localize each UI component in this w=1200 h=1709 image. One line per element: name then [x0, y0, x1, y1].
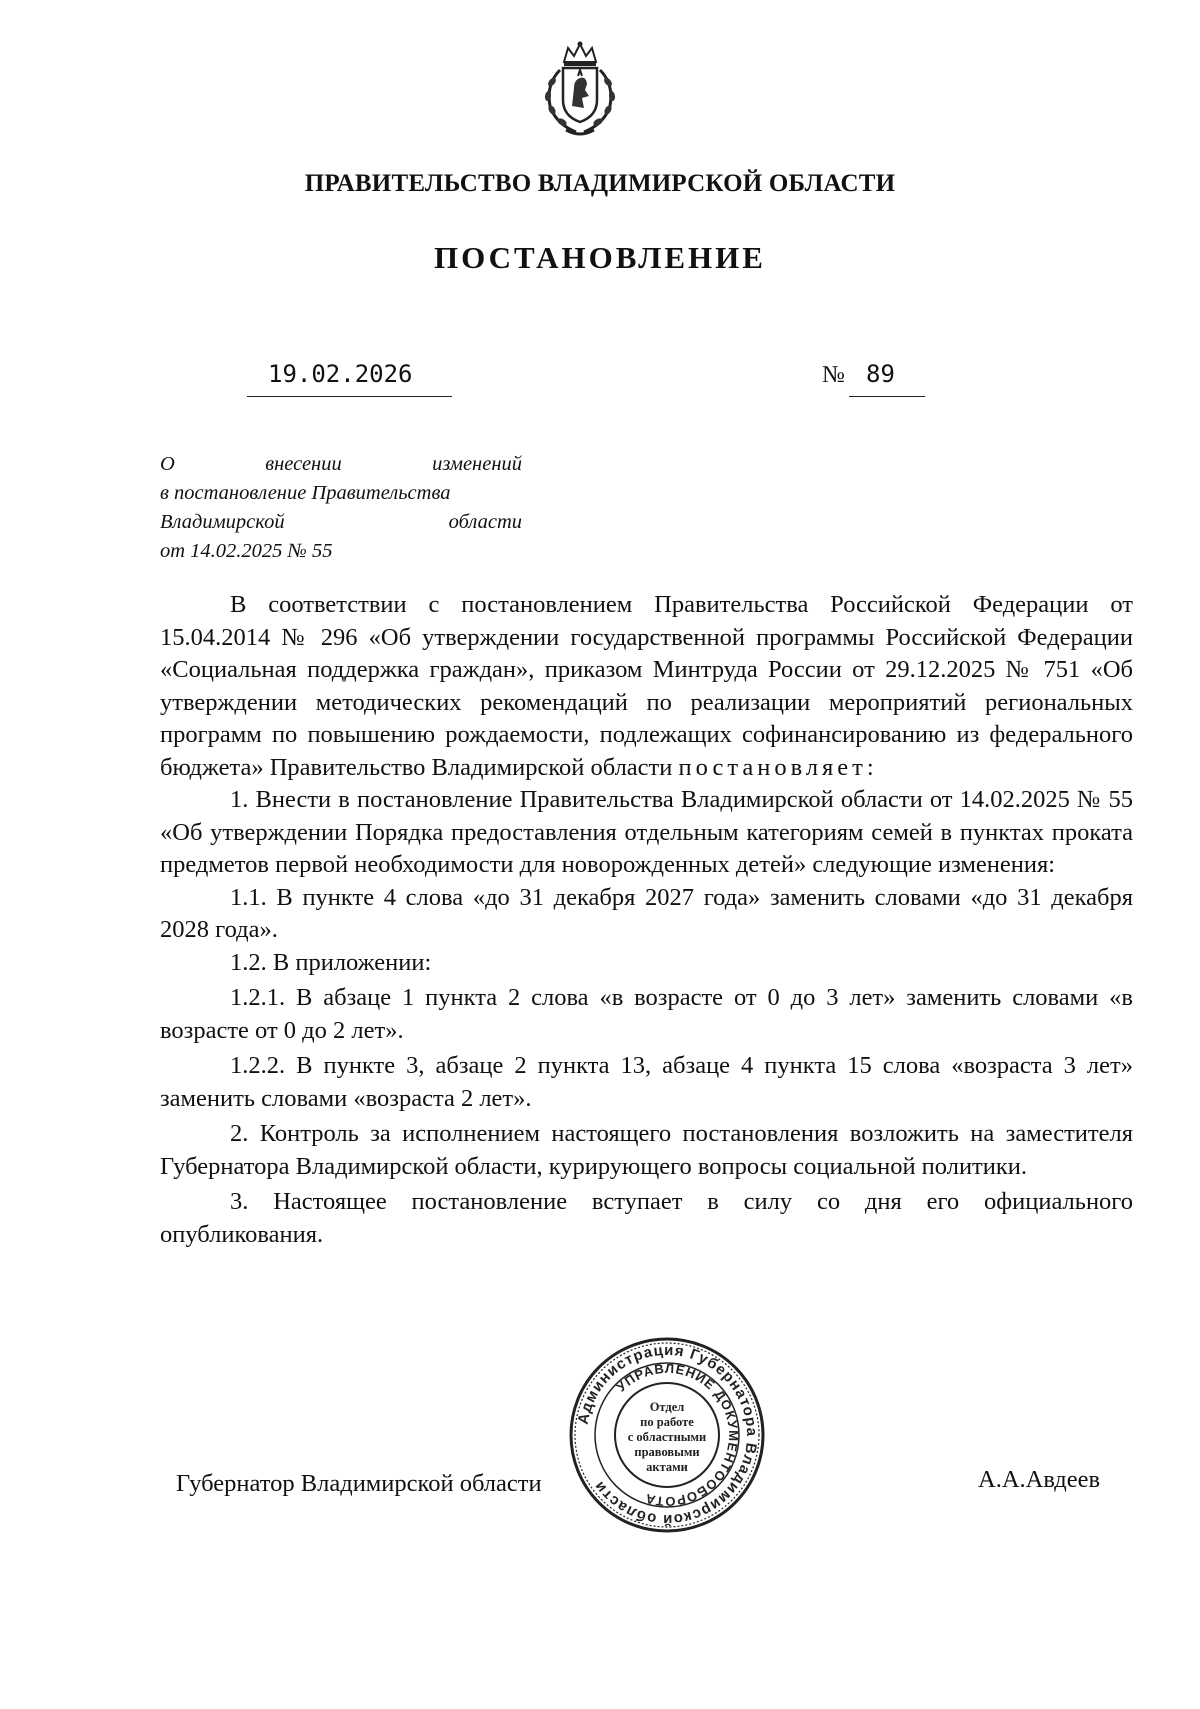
subject-word: Владимирской — [160, 511, 285, 533]
document-number: 89 — [866, 360, 895, 388]
preamble-text: В соответствии с постановлением Правительства Российской Федерации от 15.04.2014 № 296 «Об утверждении государственной программы Российской Федерации «Социальная поддержка граждан», приказом Минтруда России от 29.12.2025 № 751 «Об утверждении методических рекомендаций по реализации мероприятий региональных программ по повышению рождаемости, подлежащих софинансированию из федерального бюджета» Правительство Владимирской области — [160, 591, 1133, 781]
subject-line — [160, 537, 522, 566]
document-body — [160, 589, 1133, 1251]
subject-line — [160, 479, 522, 508]
subject-word: О — [160, 453, 175, 475]
subject-text: в постановление Правительства — [160, 482, 451, 504]
stamp-center-line: с областными — [627, 1430, 707, 1444]
stamp-center-line: актами — [646, 1460, 688, 1474]
paragraph-3: 3. Настоящее постановление вступает в силу со дня его официального опубликования. — [160, 1188, 1133, 1248]
government-title: ПРАВИТЕЛЬСТВО ВЛАДИМИРСКОЙ ОБЛАСТИ — [304, 170, 896, 197]
document-subject — [160, 450, 522, 566]
coat-of-arms-icon — [530, 40, 630, 140]
official-stamp — [567, 1335, 767, 1535]
signatory-position: Губернатор Владимирской области — [176, 1470, 542, 1497]
stamp-center-line: правовыми — [634, 1445, 700, 1459]
subject-text: от 14.02.2025 № 55 — [160, 540, 333, 562]
document-date: 19.02.2026 — [268, 360, 413, 388]
paragraph-1-2-1: 1.2.1. В абзаце 1 пункта 2 слова «в возрасте от 0 до 3 лет» заменить словами «в возрасте от 0 до 2 лет». — [160, 984, 1133, 1044]
number-sign: № — [822, 362, 845, 388]
subject-word: внесении — [265, 453, 342, 475]
signatory-name: А.А.Авдеев — [978, 1466, 1101, 1493]
preamble-paragraph — [160, 589, 1133, 784]
paragraph-1-1: 1.1. В пункте 4 слова «до 31 декабря 2027 года» заменить словами «до 31 декабря 2028 года». — [160, 883, 1133, 943]
subject-line — [160, 450, 522, 479]
decree-word: постановляет: — [678, 753, 878, 781]
paragraph-1-2-2: 1.2.2. В пункте 3, абзаце 2 пункта 13, абзаце 4 пункта 15 слова «возраста 3 лет» заменить словами «возраста 2 лет». — [160, 1052, 1133, 1112]
subject-word: изменений — [432, 453, 522, 475]
stamp-center-line: Отдел — [649, 1400, 685, 1414]
paragraph-2: 2. Контроль за исполнением настоящего постановления возложить на заместителя Губернатора Владимирской области, курирующего вопросы социальной политики. — [160, 1120, 1133, 1180]
stamp-inner-ring-text: УПРАВЛЕНИЕ ДОКУМЕНТООБОРОТА — [613, 1360, 742, 1510]
stamp-outer-text: Администрация Губернатора Владимирской области — [574, 1341, 761, 1529]
paragraph-1-2: 1.2. В приложении: — [230, 948, 432, 976]
subject-line — [160, 508, 522, 537]
subject-word: области — [448, 511, 522, 533]
stamp-center-line: по работе — [640, 1415, 694, 1429]
document-type-heading: ПОСТАНОВЛЕНИЕ — [434, 240, 766, 275]
paragraph-1: 1. Внести в постановление Правительства Владимирской области от 14.02.2025 № 55 «Об утверждении Порядка предоставления отдельным категориям семей в пунктах проката предметов первой необходимости для новорожденных детей» следующие изменения: — [160, 786, 1133, 878]
